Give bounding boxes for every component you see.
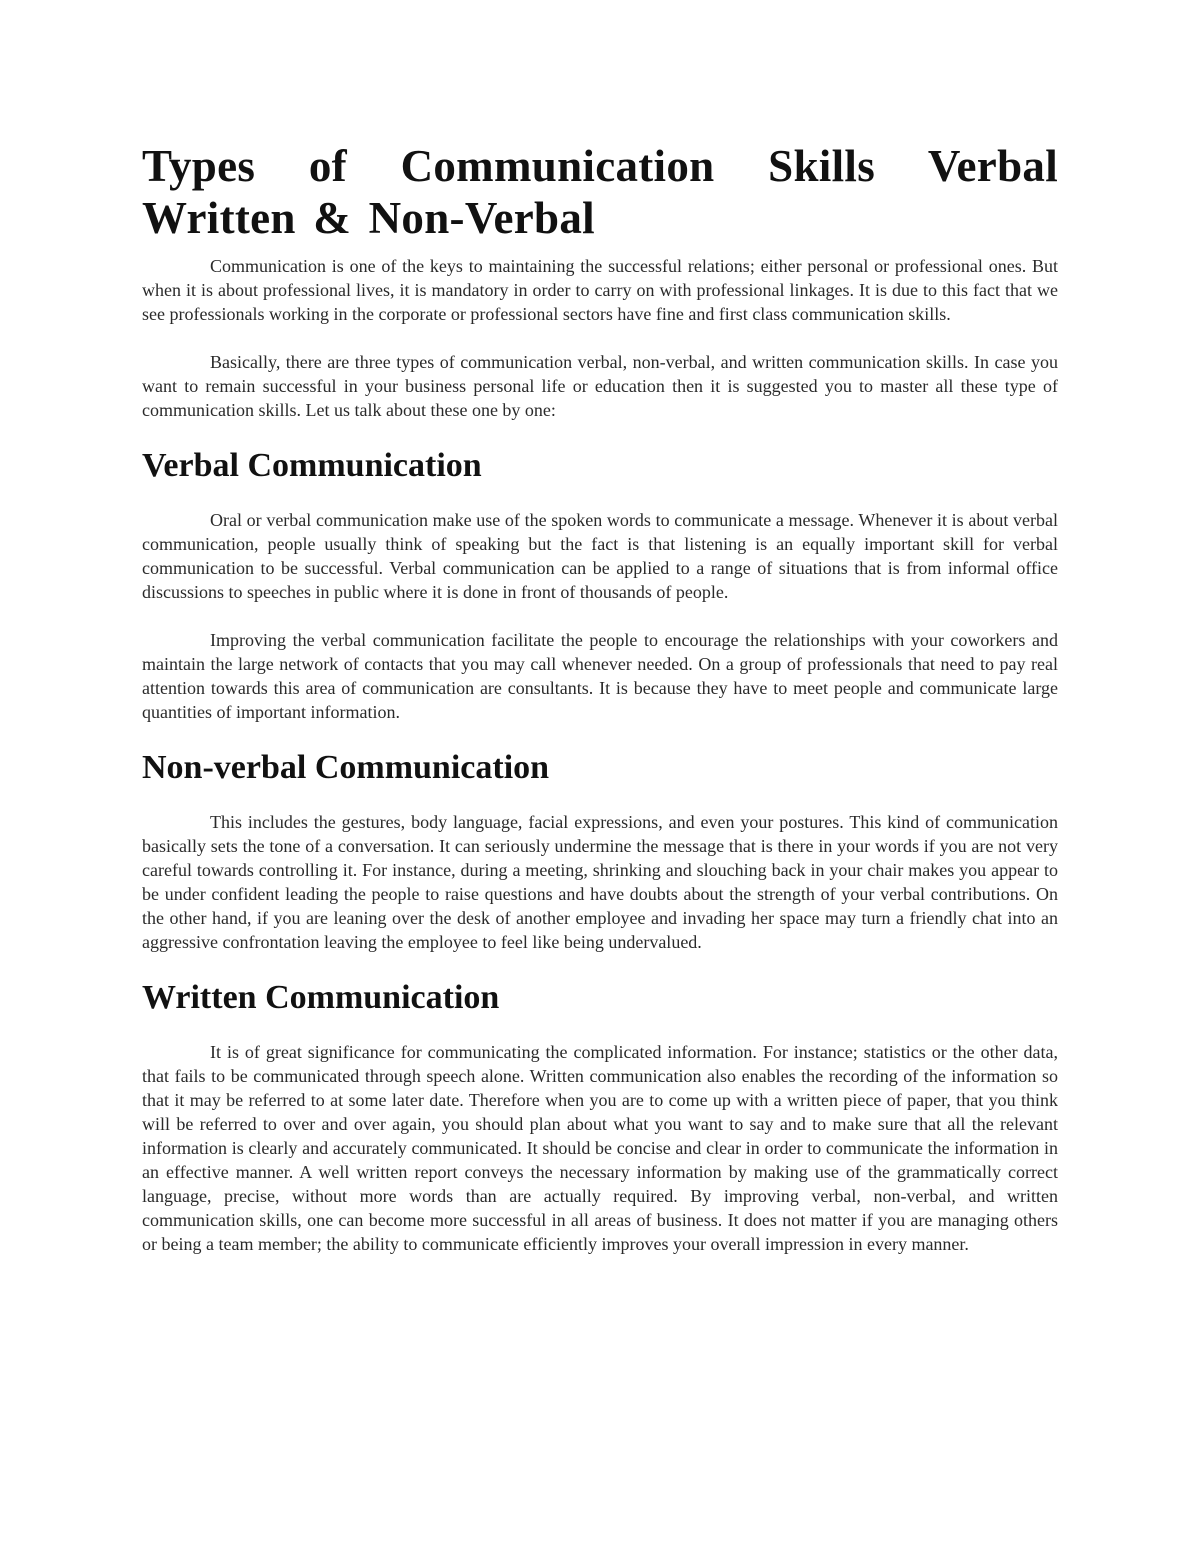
section-heading-written: Written Communication — [142, 979, 500, 1016]
intro-paragraph-2: Basically, there are three types of communication verbal, non-verbal, and written communication skills. In case you want to remain successful in your business personal life or education then it is suggested you to master all these type of communication skills. Let us talk about these one by one: — [142, 352, 1058, 420]
intro-paragraph-1: Communication is one of the keys to maintaining the successful relations; either personal or professional ones. But when it is about professional lives, it is mandatory in order to carry on with professional linkages. It is due to this fact that we see professionals working in the corporate or professional sectors have fine and first class communication skills. — [142, 256, 1058, 324]
section-written-communication — [142, 978, 1058, 1256]
section-heading-non-verbal: Non-verbal Communication — [142, 749, 550, 786]
section-heading-verbal: Verbal Communication — [142, 447, 482, 484]
non-verbal-paragraph-1: This includes the gestures, body language, facial expressions, and even your postures. This kind of communication basically sets the tone of a conversation. It can seriously undermine the message that is there in your words if you are not very careful towards controlling it. For instance, during a meeting, shrinking and slouching back in your chair makes you appear to be under confident leading the people to raise questions and have doubts about the strength of your verbal contributions. On the other hand, if you are leaning over the desk of another employee and invading her space may turn a friendly chat into an aggressive confrontation leaving the employee to feel like being undervalued. — [142, 812, 1058, 952]
document-page — [142, 140, 1058, 1280]
verbal-paragraph-1: Oral or verbal communication make use of the spoken words to communicate a message. Whenever it is about verbal communication, people usually think of speaking but the fact is that listening is an equally important skill for verbal communication to be successful. Verbal communication can be applied to a range of situations that is from informal office discussions to speeches in public where it is done in front of thousands of people. — [142, 510, 1058, 602]
written-paragraph-1: It is of great significance for communicating the complicated information. For instance; statistics or the other data, that fails to be communicated through speech alone. Written communication also enables the recording of the information so that it may be referred to at some later date. Therefore when you are to come up with a written piece of paper, that you think will be referred to over and over again, you should plan about what you want to say and to make sure that all the relevant information is clearly and accurately communicated. It should be concise and clear in order to communicate the information in an effective manner. A well written report conveys the necessary information by making use of the grammatically correct language, precise, without more words than are actually required. By improving verbal, non-verbal, and written communication skills, one can become more successful in all areas of business. It does not matter if you are managing others or being a team member; the ability to communicate efficiently improves your overall impression in every manner. — [142, 1042, 1058, 1254]
section-verbal-communication — [142, 446, 1058, 724]
section-non-verbal-communication — [142, 748, 1058, 954]
verbal-paragraph-2: Improving the verbal communication facilitate the people to encourage the relationships with your coworkers and maintain the large network of contacts that you may call whenever needed. On a group of professionals that need to pay real attention towards this area of communication are consultants. It is because they have to meet people and communicate large quantities of important information. — [142, 630, 1058, 722]
document-title: Types of Communication Skills Verbal Written & Non-Verbal — [142, 141, 1058, 243]
